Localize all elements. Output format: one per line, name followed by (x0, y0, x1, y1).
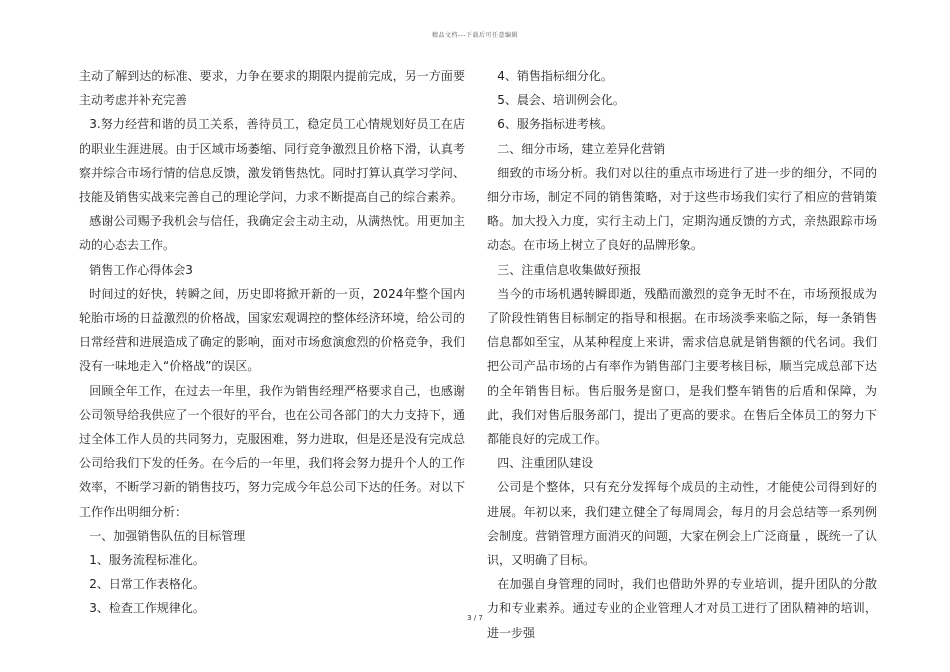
paragraph: 回顾全年工作，在过去一年里，我作为销售经理严格要求自己，也感谢公司领导给我供应了一个很好的平台，也在公司各部门的大力支持下，通过全体工作人员的共同努力，克服困难，努力进取，但是还是没有完成总公司给我们下发的任务。在今后的一年里，我们将会努力提升个人的工作效率，不断学习新的销售技巧，努力完成今年总公司下达的任务。对以下工作作出明细分析： (79, 383, 465, 519)
list-item: 6、服务指标进考核。 (497, 117, 613, 132)
page-number: 3 / 7 (467, 614, 483, 622)
left-column (79, 64, 465, 621)
paragraph: 时间过的好快，转瞬之间，历史即将掀开新的一页，2024年整个国内轮胎市场的日益激烈的价格战，国家宏观调控的整体经济环境，给公司的日常经营和进展造成了确定的影响，面对市场愈演愈烈的价格竞争，我们没有一味地走入“价格战”的误区。 (79, 286, 465, 374)
right-column (487, 64, 877, 645)
list-item: 3、检查工作规律化。 (89, 601, 205, 616)
list-item: 4、销售指标细分化。 (497, 69, 613, 83)
section-heading: 销售工作心得体会3 (89, 262, 193, 277)
paragraph: 3.努力经营和谐的员工关系，善待员工，稳定员工心情规划好员工在店的职业生涯进展。由于区域市场萎缩、同行竞争激烈且价格下滑，认真考察并综合市场行情的信息反馈，激发销售热忱。同时打算认真学习学问、技能及销售实战来完善自己的理论学问，力求不断提高自己的综合素养。 (79, 117, 465, 205)
paragraph: 细致的市场分析。我们对以往的重点市场进行了进一步的细分，不同的细分市场，制定不同的销售策略，对于这些市场我们实行了相应的营销策略。加大投入力度，实行主动上门，定期沟通反馈的方式，亲热跟踪市场动态。在市场上树立了良好的品牌形象。 (487, 165, 877, 253)
section-heading: 二、细分市场，建立差异化营销 (497, 141, 666, 156)
list-item: 5、晨会、培训例会化。 (497, 93, 625, 108)
paragraph: 公司是个整体，只有充分发挥每个成员的主动性，才能使公司得到好的进展。年初以来，我们建立健全了每周周会，每月的月会总结等一系列例会制度。营销管理方面消灭的问题，大家在例会上广泛商量 ，既统一了认识，又明确了目标。 (487, 480, 877, 568)
paragraph: 感谢公司赐予我机会与信任，我确定会主动主动，从满热忱。用更加主动的心态去工作。 (79, 214, 465, 253)
section-heading: 一、加强销售队伍的目标管理 (89, 528, 246, 543)
list-item: 1、服务流程标准化。 (89, 553, 205, 568)
paragraph: 当今的市场机遇转瞬即逝，残酷而激烈的竞争无时不在，市场预报成为了阶段性销售目标制定的指导和根据。在市场淡季来临之际，每一条销售信息都如至宝，从某种程度上来讲，需求信息就是销售额的代名词。我们把公司产品市场的占有率作为销售部门主要考核目标，顺当完成总部下达的全年销售目标。售后服务是窗口，是我们整车销售的后盾和保障，为此，我们对售后服务部门，提出了更高的要求。在售后全体员工的努力下都能良好的完成工作。 (487, 286, 877, 447)
page-header: 精品文档---下载后可任意编辑 (432, 32, 518, 39)
section-heading: 四、注重团队建设 (497, 456, 594, 471)
paragraph: 主动了解到达的标准、要求，力争在要求的期限内提前完成，另一方面要主动考虑并补充完善 (79, 69, 465, 108)
list-item: 2、日常工作表格化。 (89, 577, 205, 592)
section-heading: 三、注重信息收集做好预报 (497, 262, 642, 277)
paragraph: 在加强自身管理的同时，我们也借助外界的专业培训，提升团队的分散力和专业素养。通过专业的企业管理人才对员工进行了团队精神的培训，进一步强 (487, 577, 877, 640)
